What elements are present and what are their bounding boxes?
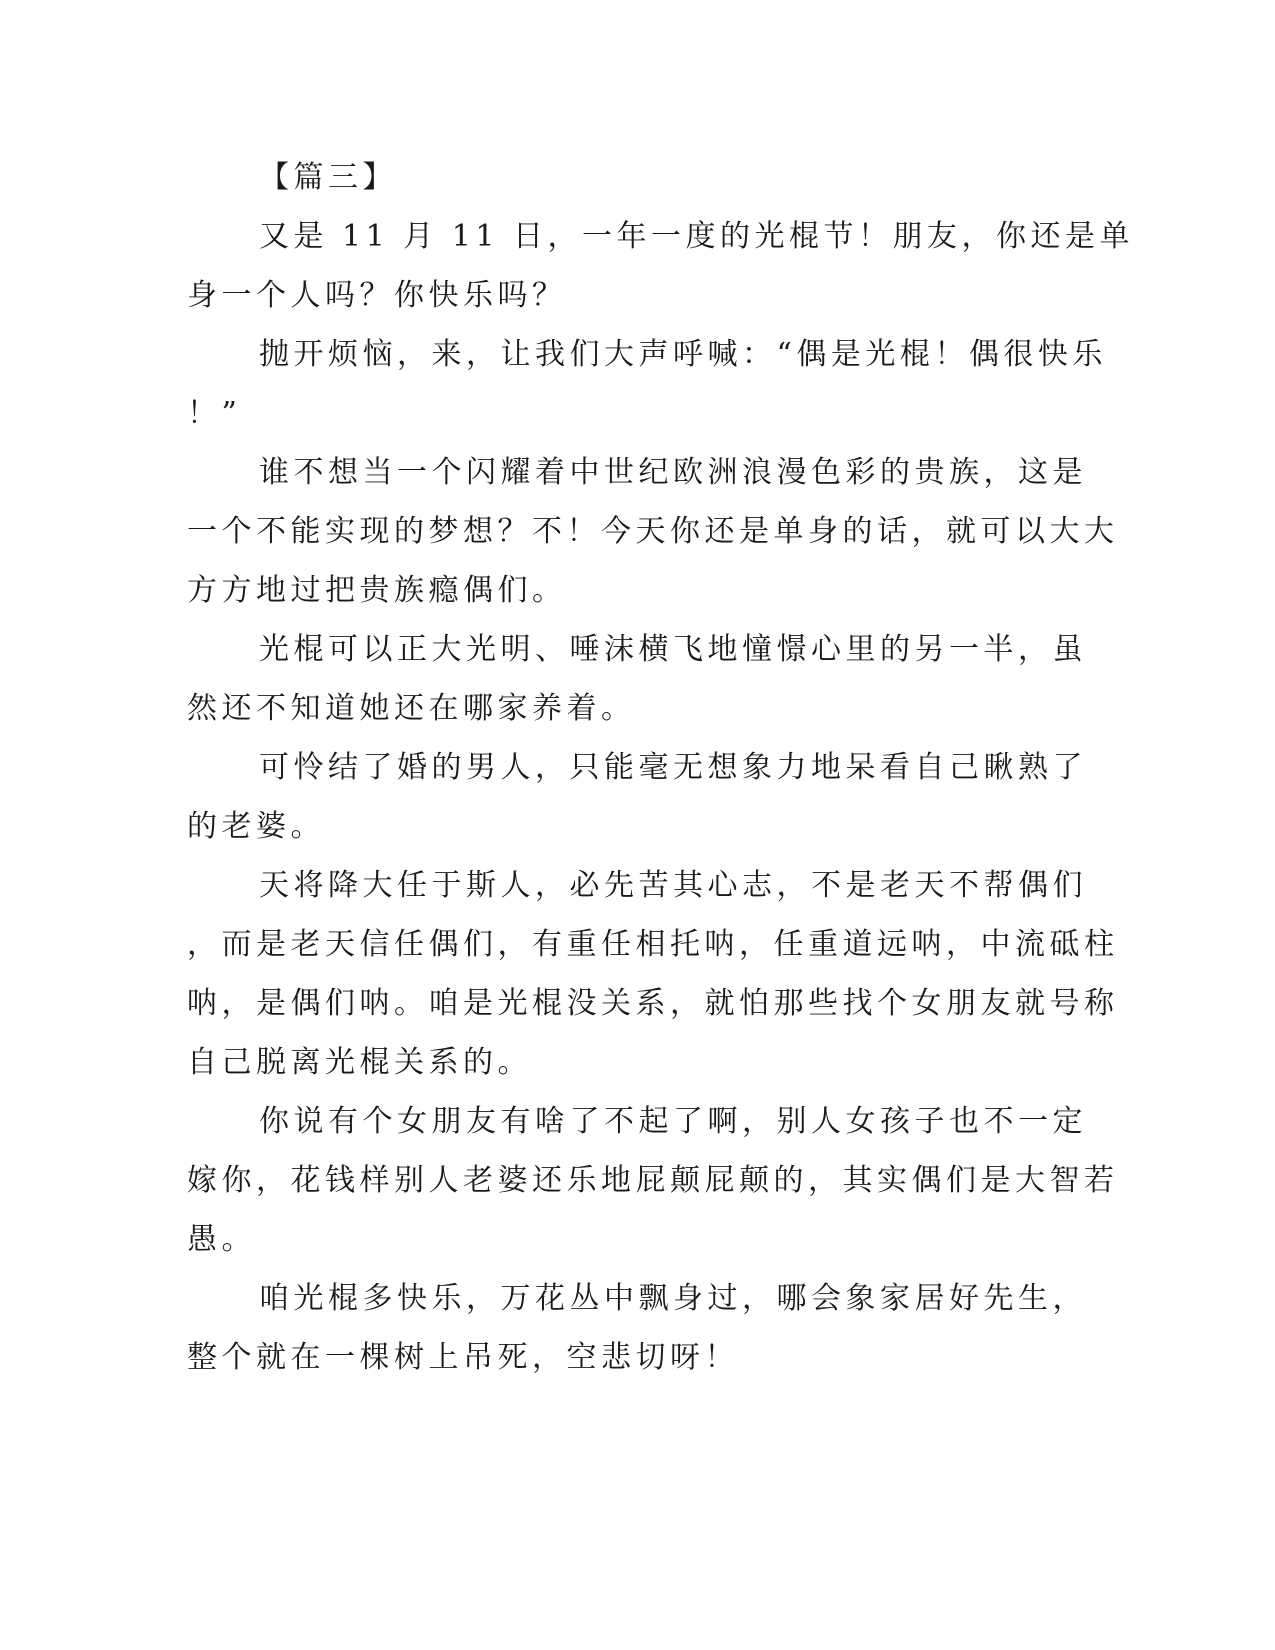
section-heading: 【篇三】	[259, 160, 397, 195]
text-line: 身一个人吗？你快乐吗？	[187, 278, 567, 313]
text-line: 又是 11 月 11 日，一年一度的光棍节！朋友，你还是单	[259, 219, 1134, 254]
text-line: 整个就在一棵树上吊死，空悲切呀！	[187, 1340, 739, 1375]
text-line: 愚。	[187, 1222, 256, 1257]
text-line: 可怜结了婚的男人，只能毫无想象力地呆看自己瞅熟了	[259, 750, 1087, 785]
text-line: ，而是老天信任偶们，有重任相托呐，任重道远呐，中流砥柱	[187, 927, 1119, 962]
text-line: 方方地过把贵族瘾偶们。	[187, 573, 567, 608]
text-line: 一个不能实现的梦想？不！今天你还是单身的话，就可以大大	[187, 514, 1119, 549]
text-line: 自己脱离光棍关系的。	[187, 1045, 532, 1080]
text-line: 的老婆。	[187, 809, 325, 844]
text-line: 天将降大任于斯人，必先苦其心志，不是老天不帮偶们	[259, 868, 1087, 903]
text-line: 然还不知道她还在哪家养着。	[187, 691, 636, 726]
text-line: 呐，是偶们呐。咱是光棍没关系，就怕那些找个女朋友就号称	[187, 986, 1119, 1021]
text-line: 谁不想当一个闪耀着中世纪欧洲浪漫色彩的贵族，这是	[259, 455, 1087, 490]
text-line: 抛开烦恼，来，让我们大声呼喊：“偶是光棍！偶很快乐	[259, 337, 1107, 372]
text-line: ！”	[187, 396, 242, 431]
text-line: 你说有个女朋友有啥了不起了啊，别人女孩子也不一定	[259, 1104, 1087, 1139]
text-line: 光棍可以正大光明、唾沫横飞地憧憬心里的另一半，虽	[259, 632, 1087, 667]
text-line: 嫁你，花钱样别人老婆还乐地屁颠屁颠的，其实偶们是大智若	[187, 1163, 1119, 1198]
text-line: 咱光棍多快乐，万花丛中飘身过，哪会象家居好先生，	[259, 1281, 1087, 1316]
